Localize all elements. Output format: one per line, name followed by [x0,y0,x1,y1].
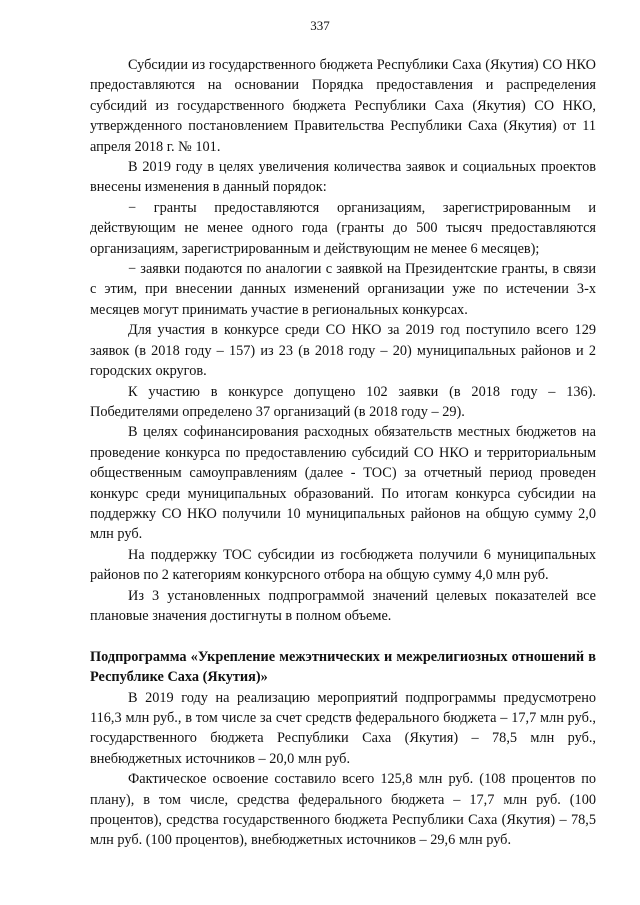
paragraph-subsidy-basis: Субсидии из государственного бюджета Республики Саха (Якутия) СО НКО предоставляются на основании Порядка предоставления и распределения субсидий из государственного бюджета Республики Саха (Якутия) СО НКО, утвержденного постановлением Правительства Республики Саха (Якутия) от 11 апреля 2018 г. № 101. [90,57,596,155]
paragraph-indicators: Из 3 установленных подпрограммой значений целевых показателей все плановые значения достигнуты в полном объеме. [90,587,596,624]
paragraph-2019-changes: В 2019 году в целях увеличения количества заявок и социальных проектов внесены изменения в данный порядок: [90,159,596,196]
list-item-grants: − гранты предоставляются организациям, зарегистрированным и действующим не менее одного года (гранты до 500 тысяч предоставляются организациям, зарегистрированным и действующим не менее 6 месяцев); [90,199,596,257]
list-item-applications: − заявки подаются по аналогии с заявкой на Президентские гранты, в связи с этим, при внесении данных изменений организации уже по истечении 3-х месяцев могут принимать участие в региональных конкурсах. [90,261,596,318]
paragraph-subprogram-actual: Фактическое освоение составило всего 125,8 млн руб. (108 процентов по плану), в том числе, средства федерального бюджета – 17,7 млн руб. (100 процентов), средства государственного бюджета Республики Саха (Якутия) – 78,5 млн руб. (100 процентов), внебюджетных источников – 29,6 млн руб. [90,771,596,849]
subprogram-heading: Подпрограмма «Укрепление межэтнических и межрелигиозных отношений в Республике Саха (Якутия)» [90,648,596,686]
paragraph-subprogram-funding: В 2019 году на реализацию мероприятий подпрограммы предусмотрено 116,3 млн руб., в том числе за счет средств федерального бюджета – 17,7 млн руб., государственного бюджета Республики Саха (Якутия) – 78,5 млн руб., внебюджетных источников – 20,0 млн руб. [90,689,596,767]
document-body [90,55,596,851]
paragraph-applications-count: Для участия в конкурсе среди СО НКО за 2019 год поступило всего 129 заявок (в 2018 году – 157) из 23 (в 2018 году – 20) муниципальных районов и 2 городских округов. [90,322,596,380]
paragraph-cofinancing: В целях софинансирования расходных обязательств местных бюджетов на проведение конкурса по предоставлению субсидий СО НКО и территориальным общественным самоуправлениям (далее - ТОС) за отчетный период проведен конкурс среди муниципальных образований. По итогам конкурса субсидии на поддержку СО НКО получили 10 муниципальных районов на общую сумму 2,0 млн руб. [90,424,596,543]
page-number: 337 [310,18,330,33]
paragraph-admitted-winners: К участию в конкурсе допущено 102 заявки (в 2018 году – 136). Победителями определено 37 организаций (в 2018 году – 29). [90,383,596,420]
paragraph-tos-support: На поддержку ТОС субсидии из госбюджета получили 6 муниципальных районов по 2 категориям конкурсного отбора на общую сумму 4,0 млн руб. [90,546,596,584]
